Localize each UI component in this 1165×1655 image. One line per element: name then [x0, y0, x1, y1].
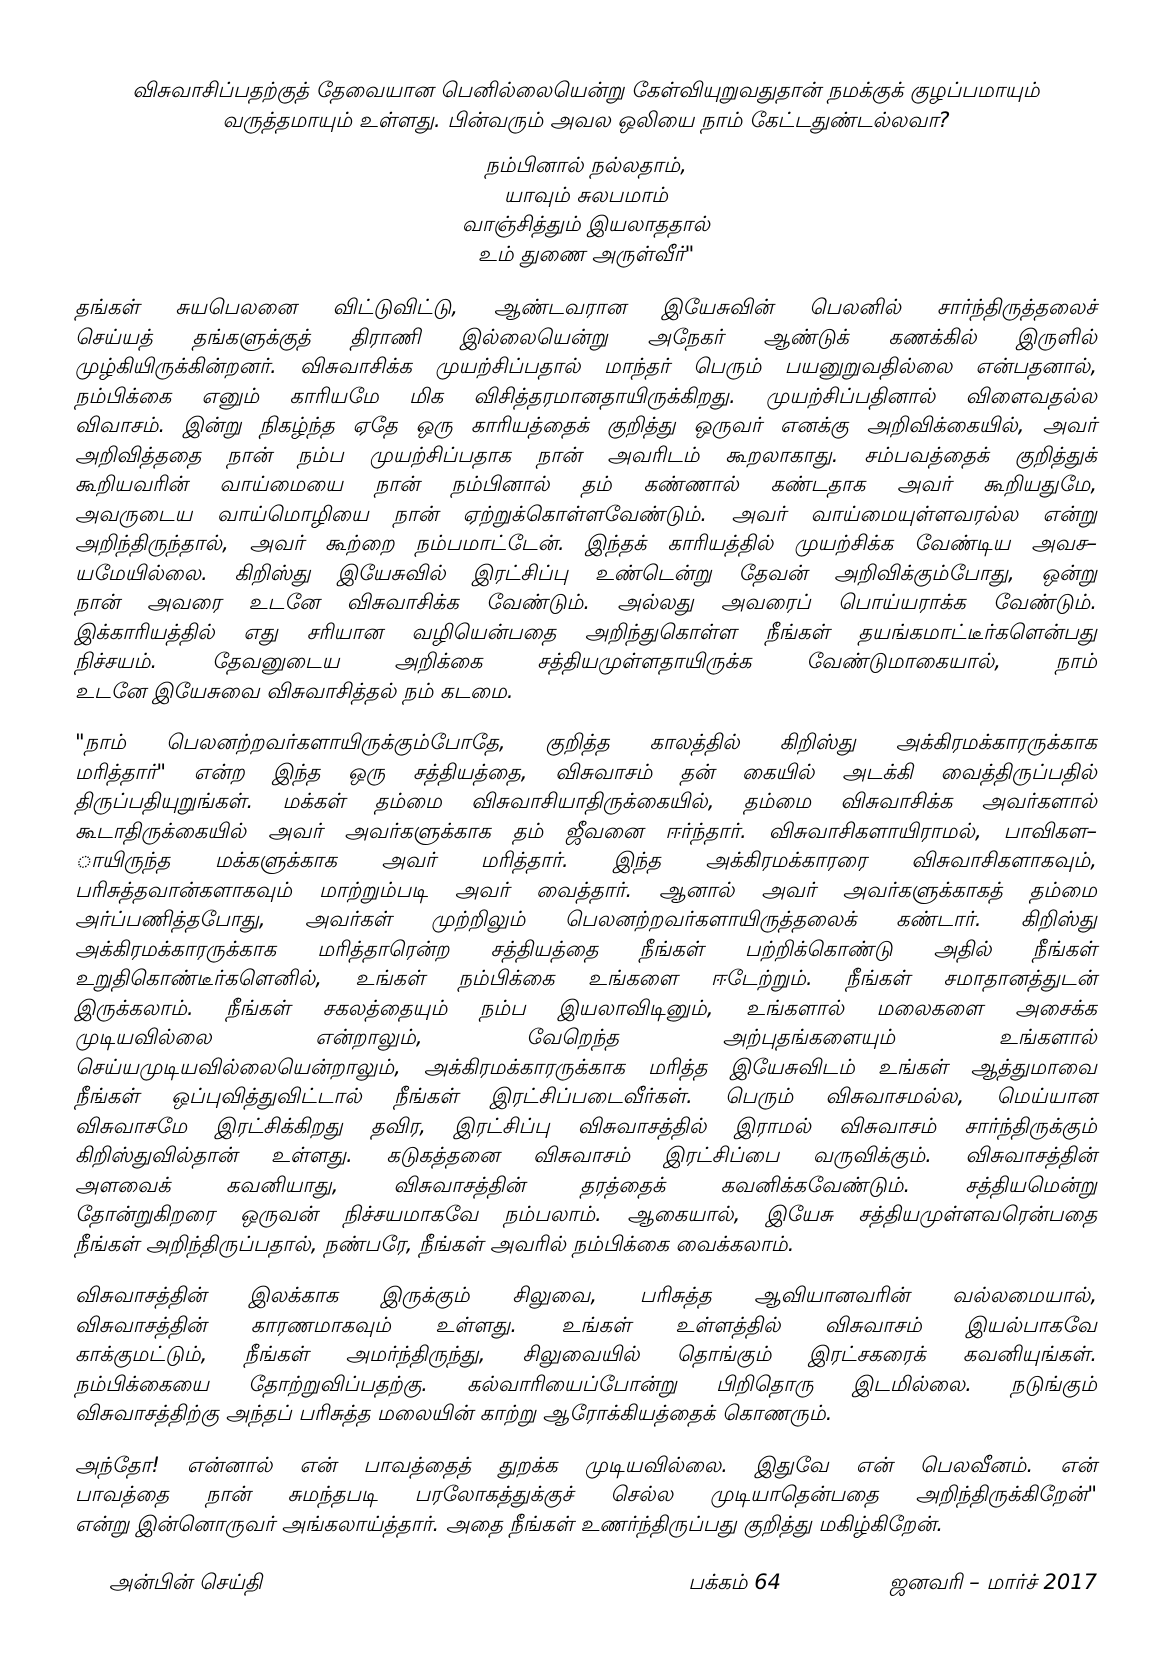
text-line: நம்பிக்கை எனும் காரியமே மிக விசித்தரமானதாயிருக்கிறது. முயற்சிப்பதினால் விளைவதல்ல [75, 383, 1097, 408]
page-footer [75, 1568, 1097, 1598]
body-paragraphs [75, 293, 1097, 1539]
text-line: யமேயில்லை. கிறிஸ்து இயேசுவில் இரட்சிப்பு உண்டென்று தேவன் அறிவிக்கும்போது, ஒன்று [75, 560, 1097, 585]
hymn-quote-block [75, 151, 1097, 269]
text-line: உறுதிகொண்டீர்களெனில், உங்கள் நம்பிக்கை உங்களை ஈடேற்றும். நீங்கள் சமாதானத்துடன் [75, 966, 1097, 990]
text-line: வருத்தமாயும் உள்ளது. பின்வரும் அவல ஒலியை நாம் கேட்டதுண்டல்லவா? [222, 107, 950, 132]
text-line: பரிசுத்தவான்களாகவும் மாற்றும்படி அவர் வைத்தார். ஆனால் அவர் அவர்களுக்காகத் தம்மை [75, 877, 1097, 902]
text-line: விசுவாசமே இரட்சிக்கிறது தவிர, இரட்சிப்பு விசுவாசத்தில் இராமல் விசுவாசம் சார்ந்திருக்கும் [75, 1113, 1097, 1138]
text-line: உம் துணை அருள்வீர்" [477, 241, 695, 266]
body-paragraph [75, 1281, 1097, 1429]
text-line: செய்யத் தங்களுக்குத் திராணி இல்லையென்று அநேகர் ஆண்டுக் கணக்கில் இருளில் [75, 324, 1097, 349]
text-line: பாவத்தை நான் சுமந்தபடி பரலோகத்துக்குச் செல்ல முடியாதென்பதை அறிந்திருக்கிறேன்" [75, 1482, 1097, 1506]
text-line: அர்ப்பணித்தபோது, அவர்கள் முற்றிலும் பெலனற்றவர்களாயிருத்தலைக் கண்டார். கிறிஸ்து [75, 907, 1097, 931]
footer-issue-date: ஜனவரி – மார்ச் 2017 [889, 1570, 1097, 1594]
text-line: விசுவாசத்தின் இலக்காக இருக்கும் சிலுவை, பரிசுத்த ஆவியானவரின் வல்லமையால், [75, 1283, 1097, 1307]
text-line: அளவைக் கவனியாது, விசுவாசத்தின் தரத்தைக் கவனிக்கவேண்டும். சத்தியமென்று [75, 1172, 1097, 1197]
text-line: என்று இன்னொருவர் அங்கலாய்த்தார். அதை நீங்கள் உணர்ந்திருப்பது குறித்து மகிழ்கிறேன். [75, 1511, 944, 1536]
text-line: காக்குமட்டும், நீங்கள் அமர்ந்திருந்து, சிலுவையில் தொங்கும் இரட்சகரைக் கவனியுங்கள். [75, 1342, 1097, 1366]
text-line: நீங்கள் ஒப்புவித்துவிட்டால் நீங்கள் இரட்சிப்படைவீர்கள். பெரும் விசுவாசமல்ல, மெய்யான [75, 1084, 1097, 1108]
text-line: இருக்கலாம். நீங்கள் சகலத்தையும் நம்ப இயலாவிடினும், உங்களால் மலைகளை அசைக்க [75, 995, 1097, 1020]
text-line: விசுவாசத்தின் காரணமாகவும் உள்ளது. உங்கள் உள்ளத்தில் விசுவாசம் இயல்பாகவே [75, 1312, 1097, 1337]
text-line: நிச்சயம். தேவனுடைய அறிக்கை சத்தியமுள்ளதாயிருக்க வேண்டுமாகையால், நாம் [75, 649, 1097, 673]
text-line: விவாசம். இன்று நிகழ்ந்த ஏதே ஒரு காரியத்தைக் குறித்து ஒருவர் எனக்கு அறிவிக்கையில், அவர் [75, 413, 1097, 437]
quote-intro-block [75, 76, 1097, 135]
text-line: முடியவில்லை என்றாலும், வேறெந்த அற்புதங்களையும் உங்களால் [75, 1025, 1097, 1049]
text-line: நம்பிக்கையை தோற்றுவிப்பதற்கு. கல்வாரியைப்போன்று பிறிதொரு இடமில்லை. நடுங்கும் [75, 1371, 1097, 1396]
text-line: தங்கள் சுயபெலனை விட்டுவிட்டு, ஆண்டவரான இயேசுவின் பெலனில் சார்ந்திருத்தலைச் [75, 295, 1097, 319]
text-line: அறிவித்ததை நான் நம்ப முயற்சிப்பதாக நான் அவரிடம் கூறலாகாது. சம்பவத்தைக் குறித்துக் [75, 442, 1097, 467]
text-line: இக்காரியத்தில் எது சரியான வழியென்பதை அறிந்துகொள்ள நீங்கள் தயங்கமாட்டீர்களென்பது [75, 619, 1097, 644]
text-line: வாஞ்சித்தும் இயலாததால் [461, 212, 711, 236]
text-line: முழ்கியிருக்கின்றனர். விசுவாசிக்க முயற்சிப்பதால் மாந்தர் பெரும் பயனுறுவதில்லை என்பதனால், [75, 354, 1097, 378]
text-line: "நாம் பெலனற்றவர்களாயிருக்கும்போதே, குறித்த காலத்தில் கிறிஸ்து அக்கிரமக்காரருக்காக [75, 730, 1097, 754]
text-line: திருப்பதியுறுங்கள். மக்கள் தம்மை விசுவாசியாதிருக்கையில், தம்மை விசுவாசிக்க அவர்களால் [75, 789, 1097, 813]
text-line: ாயிருந்த மக்களுக்காக அவர் மரித்தார். இந்த அக்கிரமக்காரரை விசுவாசிகளாகவும், [75, 848, 1097, 872]
text-line: அவருடைய வாய்மொழியை நான் ஏற்றுக்கொள்ளவேண்டும். அவர் வாய்மையுள்ளவரல்ல என்று [75, 501, 1097, 526]
footer-page-number: பக்கம் 64 [688, 1570, 781, 1594]
text-line: உடனே இயேசுவை விசுவாசித்தல் நம் கடமை. [75, 678, 514, 703]
text-line: கூடாதிருக்கையில் அவர் அவர்களுக்காக தம் ஜீவனை ஈர்ந்தார். விசுவாசிகளாயிராமல், பாவிகள– [75, 818, 1097, 843]
text-line: விசுவாசத்திற்கு அந்தப் பரிசுத்த மலையின் காற்று ஆரோக்கியத்தைக் கொணரும். [75, 1401, 833, 1425]
text-line: செய்யமுடியவில்லையென்றாலும், அக்கிரமக்காரருக்காக மரித்த இயேசுவிடம் உங்கள் ஆத்துமாவை [75, 1054, 1097, 1079]
footer-journal-title: அன்பின் செய்தி [109, 1570, 263, 1594]
text-line: தோன்றுகிறரை ஒருவன் நிச்சயமாகவே நம்பலாம். ஆகையால், இயேசு சத்தியமுள்ளவரென்பதை [75, 1202, 1097, 1226]
text-line: நீங்கள் அறிந்திருப்பதால், நண்பரே, நீங்கள் அவரில் நம்பிக்கை வைக்கலாம். [75, 1231, 795, 1256]
text-line: மரித்தார்" என்ற இந்த ஒரு சத்தியத்தை, விசுவாசம் தன் கையில் அடக்கி வைத்திருப்பதில் [75, 759, 1097, 784]
page-content [75, 76, 1097, 1539]
body-paragraph [75, 728, 1097, 1259]
text-line: கூறியவரின் வாய்மையை நான் நம்பினால் தம் கண்ணால் கண்டதாக அவர் கூறியதுமே, [75, 472, 1097, 496]
text-line: விசுவாசிப்பதற்குத் தேவையான பெனில்லையென்று கேள்வியுறுவதுதான் நமக்குக் குழப்பமாயும் [132, 78, 1040, 102]
text-line: அறிந்திருந்தால், அவர் கூற்றை நம்பமாட்டேன். இந்தக் காரியத்தில் முயற்சிக்க வேண்டிய அவச– [75, 531, 1097, 555]
text-line: நான் அவரை உடனே விசுவாசிக்க வேண்டும். அல்லது அவரைப் பொய்யராக்க வேண்டும். [75, 590, 1097, 614]
text-line: அந்தோ! என்னால் என் பாவத்தைத் துறக்க முடியவில்லை. இதுவே என் பெலவீனம். என் [75, 1452, 1098, 1477]
text-line: யாவும் சுலபமாம் [503, 182, 669, 207]
text-line: நம்பினால் நல்லதாம், [485, 153, 687, 177]
body-paragraph [75, 293, 1097, 706]
text-line: கிறிஸ்துவில்தான் உள்ளது. கடுகத்தனை விசுவாசம் இரட்சிப்பை வருவிக்கும். விசுவாசத்தின் [75, 1143, 1097, 1167]
body-paragraph [75, 1451, 1097, 1540]
text-line: அக்கிரமக்காரருக்காக மரித்தாரென்ற சத்தியத்தை நீங்கள் பற்றிக்கொண்டு அதில் நீங்கள் [75, 936, 1097, 961]
